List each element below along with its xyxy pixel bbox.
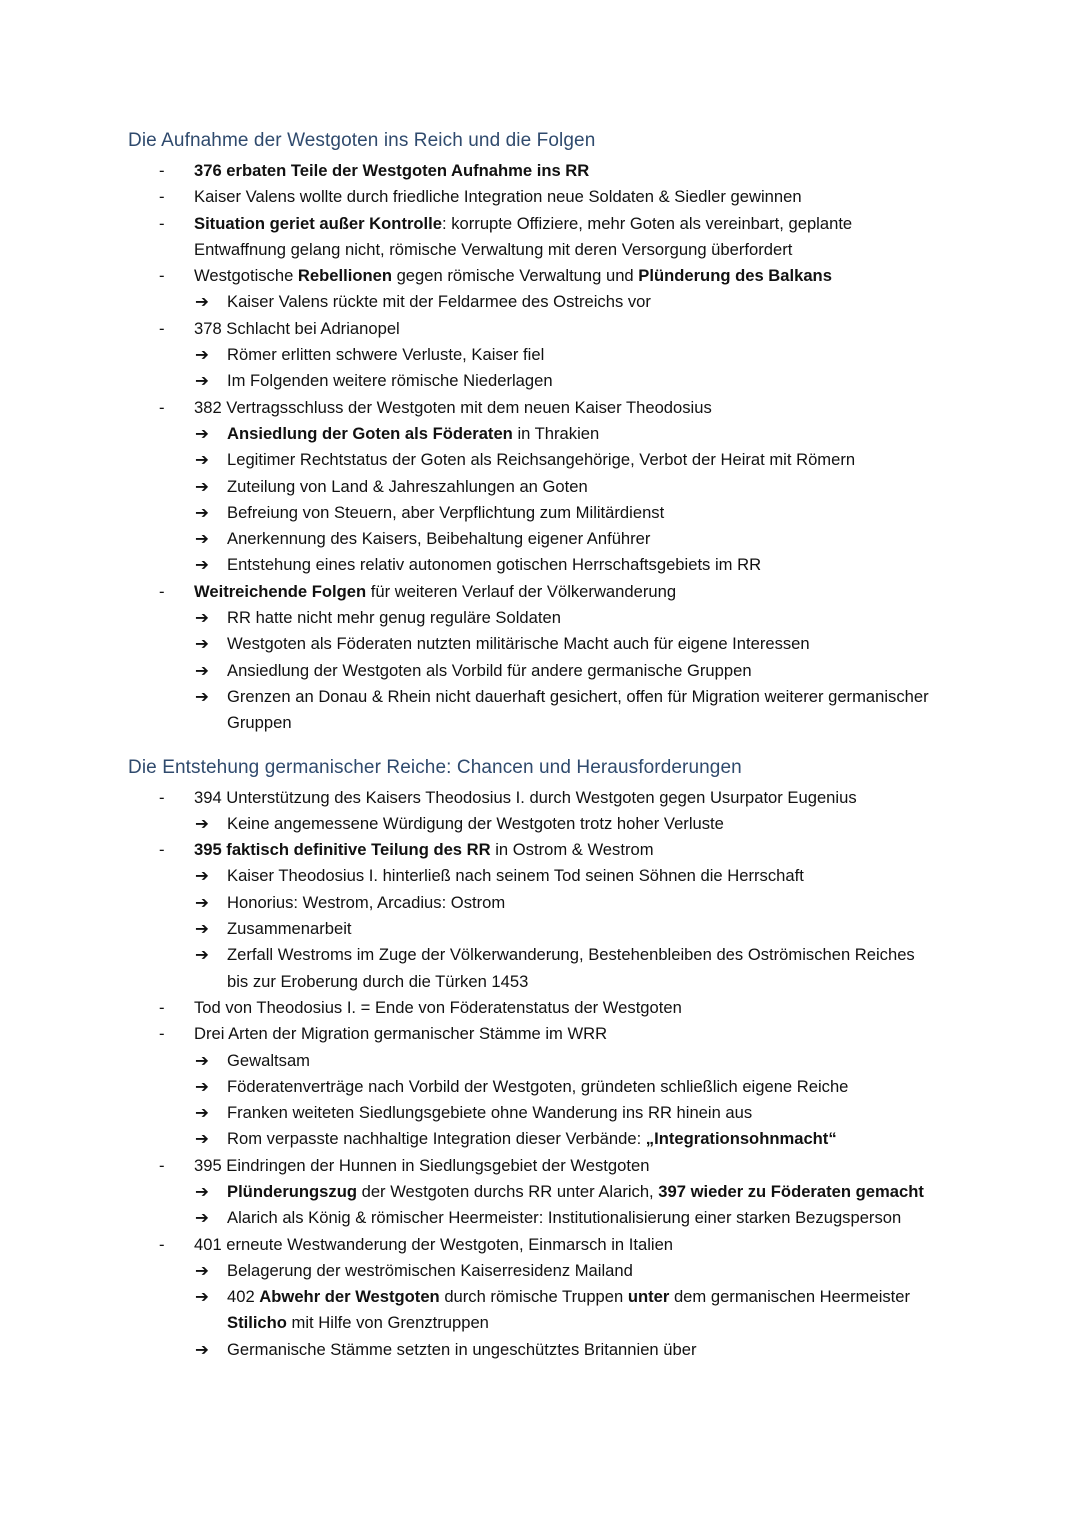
text-segment: : korrupte Offiziere, mehr Goten als vereinbart, geplante Entwaffnung gelang nicht, römische Verwaltung mit deren Versorgung überfordert	[194, 213, 853, 259]
text-segment: mit Hilfe von Grenztruppen	[286, 1313, 489, 1333]
arrow-icon: ➔	[195, 423, 209, 443]
dash-marker: -	[159, 1234, 165, 1254]
text-segment: Westgoten als Föderaten nutzten militärische Macht auch für eigene Interessen	[227, 634, 810, 654]
text-segment: Kaiser Theodosius I. hinterließ nach seinem Tod seinen Söhnen die Herrschaft	[227, 866, 804, 886]
dash-marker: -	[159, 213, 165, 233]
arrow-icon: ➔	[195, 892, 209, 912]
text-segment: in Ostrom & Westrom	[490, 840, 654, 860]
text-segment: dem germanischen Heermeister	[669, 1287, 911, 1307]
arrow-item	[195, 447, 932, 473]
document-page	[0, 128, 1080, 1363]
arrow-icon: ➔	[195, 292, 209, 312]
arrow-item	[195, 1179, 932, 1205]
arrow-item	[195, 342, 932, 368]
arrow-item	[195, 863, 932, 889]
bullet-item	[159, 1021, 934, 1047]
arrow-icon: ➔	[195, 945, 209, 965]
arrow-icon: ➔	[195, 1339, 209, 1359]
bullet-item	[159, 184, 934, 210]
dash-marker: -	[159, 581, 165, 601]
arrow-item	[195, 1048, 932, 1074]
arrow-item	[195, 552, 932, 578]
arrow-item	[195, 916, 932, 942]
arrow-icon: ➔	[195, 1181, 209, 1201]
text-segment: Drei Arten der Migration germanischer Stämme im WRR	[194, 1024, 608, 1044]
arrow-item	[195, 421, 932, 447]
text-segment: unter	[627, 1287, 670, 1307]
text-segment: Zusammenarbeit	[227, 919, 352, 939]
text-segment: Westgotische	[194, 266, 298, 286]
text-segment: RR hatte nicht mehr genug reguläre Soldaten	[227, 608, 561, 628]
text-segment: Situation geriet außer Kontrolle	[194, 213, 443, 233]
text-segment: für weiteren Verlauf der Völkerwanderung	[366, 581, 677, 601]
bullet-item	[159, 785, 934, 811]
bullet-item	[159, 158, 934, 184]
bullet-item	[159, 579, 934, 605]
arrow-icon: ➔	[195, 686, 209, 706]
text-segment: Anerkennung des Kaisers, Beibehaltung eigener Anführer	[227, 529, 651, 549]
text-segment: Römer erlitten schwere Verluste, Kaiser fiel	[227, 345, 545, 365]
section-1	[0, 128, 1080, 737]
text-segment: 395 faktisch definitive Teilung des RR	[194, 840, 491, 860]
text-segment: Zuteilung von Land & Jahreszahlungen an Goten	[227, 476, 588, 496]
text-segment: Im Folgenden weitere römische Niederlagen	[227, 371, 553, 391]
arrow-icon: ➔	[195, 1103, 209, 1123]
text-segment: in Thrakien	[512, 423, 600, 443]
arrow-item	[195, 1284, 932, 1337]
text-segment: Kaiser Valens wollte durch friedliche Integration neue Soldaten & Siedler gewinnen	[194, 187, 802, 207]
text-segment: Rebellionen	[297, 266, 392, 286]
text-segment: Plünderungszug	[227, 1181, 357, 1201]
dash-marker: -	[159, 318, 165, 338]
text-segment: Entstehung eines relativ autonomen gotischen Herrschaftsgebiets im RR	[227, 555, 762, 575]
text-segment: 376 erbaten Teile der Westgoten Aufnahme ins RR	[194, 161, 590, 180]
dash-marker: -	[159, 397, 165, 417]
text-segment: Honorius: Westrom, Arcadius: Ostrom	[227, 892, 506, 912]
dash-marker: -	[159, 1155, 165, 1175]
arrow-icon: ➔	[195, 1129, 209, 1149]
arrow-icon: ➔	[195, 1287, 209, 1307]
arrow-icon: ➔	[195, 866, 209, 886]
text-segment: Weitreichende Folgen	[194, 581, 367, 601]
bullet-item	[159, 1232, 934, 1258]
arrow-item	[195, 368, 932, 394]
text-segment: Belagerung der weströmischen Kaiserresidenz Mailand	[227, 1260, 633, 1280]
arrow-item	[195, 684, 932, 737]
text-segment: Legitimer Rechtstatus der Goten als Reichsangehörige, Verbot der Heirat mit Römern	[227, 450, 856, 470]
arrow-icon: ➔	[195, 1208, 209, 1228]
bullet-item	[159, 316, 934, 342]
arrow-icon: ➔	[195, 608, 209, 628]
arrow-icon: ➔	[195, 502, 209, 522]
arrow-icon: ➔	[195, 476, 209, 496]
arrow-item	[195, 1100, 932, 1126]
text-segment: Keine angemessene Würdigung der Westgoten trotz hoher Verluste	[227, 813, 724, 833]
arrow-icon: ➔	[195, 919, 209, 939]
arrow-item	[195, 658, 932, 684]
arrow-item	[195, 474, 932, 500]
arrow-icon: ➔	[195, 1260, 209, 1280]
text-segment: Zerfall Westroms im Zuge der Völkerwanderung, Bestehenbleiben des Oströmischen Reiches bis zur Eroberung durch die Türken 1453	[227, 945, 915, 991]
dash-marker: -	[159, 997, 165, 1017]
arrow-icon: ➔	[195, 1050, 209, 1070]
section-lines	[0, 785, 1080, 1364]
text-segment: Tod von Theodosius I. = Ende von Föderatenstatus der Westgoten	[194, 997, 682, 1017]
dash-marker: -	[159, 187, 165, 207]
bullet-item	[159, 837, 934, 863]
arrow-item	[195, 289, 932, 315]
arrow-item	[195, 1337, 932, 1363]
arrow-icon: ➔	[195, 660, 209, 680]
arrow-icon: ➔	[195, 345, 209, 365]
text-segment: 402	[227, 1287, 260, 1307]
text-segment: Plünderung des Balkans	[638, 266, 832, 286]
arrow-item	[195, 942, 932, 995]
text-segment: 397 wieder zu Föderaten gemacht	[658, 1181, 924, 1201]
text-segment: Alarich als König & römischer Heermeister: Institutionalisierung einer starken Bezugsperson	[227, 1208, 902, 1228]
arrow-item	[195, 500, 932, 526]
arrow-item	[195, 1205, 932, 1231]
bullet-item	[159, 1153, 934, 1179]
text-segment: Befreiung von Steuern, aber Verpflichtung zum Militärdienst	[227, 502, 665, 522]
dash-marker: -	[159, 266, 165, 286]
arrow-item	[195, 1258, 932, 1284]
arrow-item	[195, 631, 932, 657]
arrow-item	[195, 605, 932, 631]
text-segment: 395 Eindringen der Hunnen in Siedlungsgebiet der Westgoten	[194, 1155, 650, 1175]
bullet-item	[159, 211, 934, 264]
bullet-item	[159, 395, 934, 421]
text-segment: Franken weiteten Siedlungsgebiete ohne Wanderung ins RR hinein aus	[227, 1103, 753, 1123]
dash-marker: -	[159, 161, 165, 180]
arrow-icon: ➔	[195, 555, 209, 575]
bullet-item	[159, 995, 934, 1021]
text-segment: 401 erneute Westwanderung der Westgoten, Einmarsch in Italien	[194, 1234, 674, 1254]
arrow-icon: ➔	[195, 529, 209, 549]
text-segment: 378 Schlacht bei Adrianopel	[194, 318, 400, 338]
text-segment: Föderatenverträge nach Vorbild der Westgoten, gründeten schließlich eigene Reiche	[227, 1076, 849, 1096]
arrow-icon: ➔	[195, 371, 209, 391]
section-2	[0, 755, 1080, 1364]
section-lines	[0, 158, 1080, 737]
text-segment: 382 Vertragsschluss der Westgoten mit dem neuen Kaiser Theodosius	[194, 397, 712, 417]
arrow-item	[195, 1074, 932, 1100]
dash-marker: -	[159, 840, 165, 860]
text-segment: 394 Unterstützung des Kaisers Theodosius I. durch Westgoten gegen Usurpator Eugenius	[194, 787, 857, 807]
dash-marker: -	[159, 1024, 165, 1044]
text-segment: Ansiedlung der Goten als Föderaten	[227, 423, 513, 443]
section-heading: Die Entstehung germanischer Reiche: Chancen und Herausforderungen	[128, 756, 742, 778]
text-segment: Gewaltsam	[227, 1050, 310, 1070]
arrow-icon: ➔	[195, 1076, 209, 1096]
text-segment: Ansiedlung der Westgoten als Vorbild für andere germanische Gruppen	[227, 660, 752, 680]
text-segment: Rom verpasste nachhaltige Integration dieser Verbände:	[227, 1129, 646, 1149]
text-segment: Germanische Stämme setzten in ungeschütztes Britannien über	[227, 1339, 697, 1359]
text-segment: Stilicho	[227, 1313, 287, 1333]
arrow-item	[195, 890, 932, 916]
text-segment: durch römische Truppen	[439, 1287, 628, 1307]
arrow-icon: ➔	[195, 634, 209, 654]
text-segment: gegen römische Verwaltung und	[391, 266, 639, 286]
text-segment: Kaiser Valens rückte mit der Feldarmee des Ostreichs vor	[227, 292, 651, 312]
dash-marker: -	[159, 787, 165, 807]
text-segment: Grenzen an Donau & Rhein nicht dauerhaft gesichert, offen für Migration weiterer germanischer Gruppen	[227, 686, 929, 733]
text-segment: der Westgoten durchs RR unter Alarich,	[356, 1181, 659, 1201]
text-segment: „Integrationsohnmacht“	[645, 1129, 837, 1149]
arrow-icon: ➔	[195, 813, 209, 833]
arrow-icon: ➔	[195, 450, 209, 470]
arrow-item	[195, 1126, 932, 1152]
text-segment: Abwehr der Westgoten	[259, 1287, 440, 1307]
section-heading: Die Aufnahme der Westgoten ins Reich und die Folgen	[128, 130, 596, 151]
bullet-item	[159, 263, 934, 289]
arrow-item	[195, 811, 932, 837]
arrow-item	[195, 526, 932, 552]
